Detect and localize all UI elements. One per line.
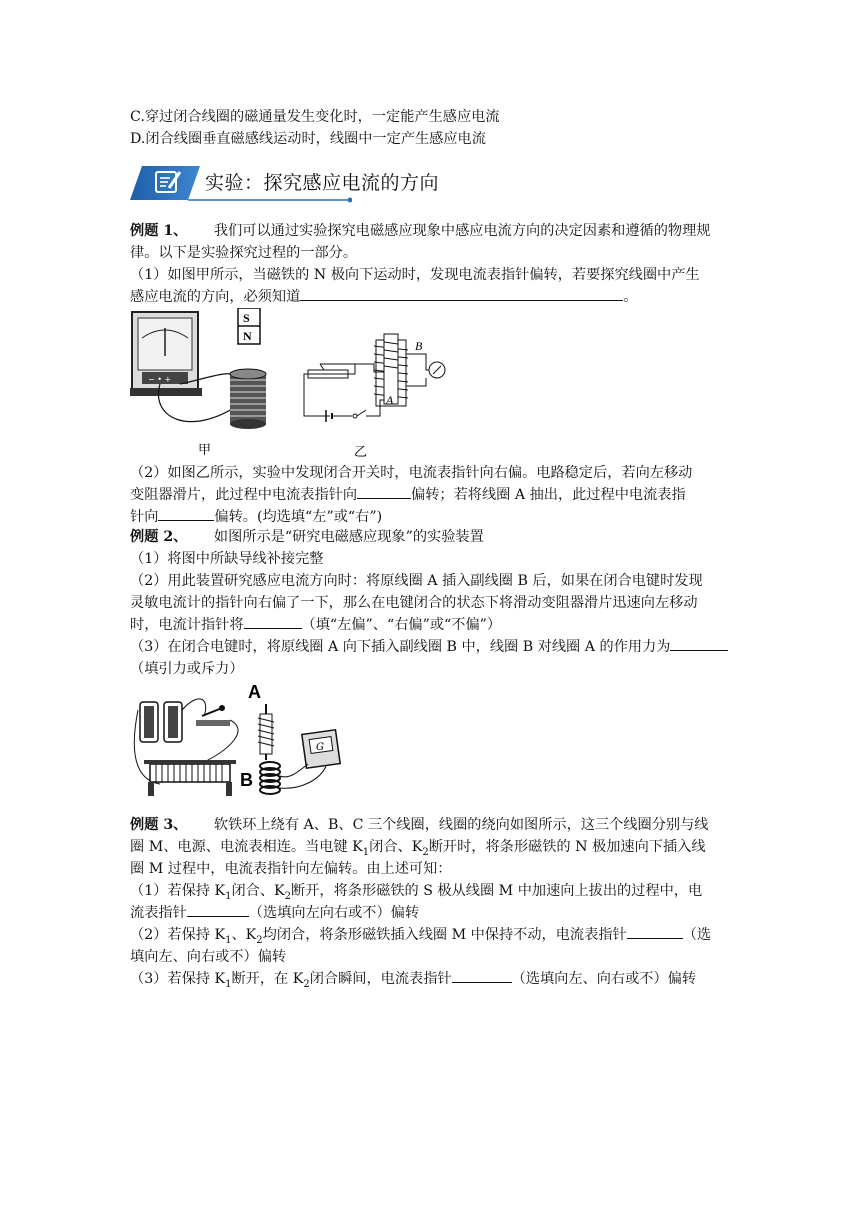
ex3-q3-text-3: 闭合瞬间，电流表指针 — [309, 971, 452, 987]
subscript: 1 — [225, 890, 232, 902]
magnet-s-label: S — [243, 311, 250, 325]
answer-blank[interactable] — [452, 968, 512, 983]
ex1-intro-line1 — [130, 220, 732, 242]
ex2-q2-line3 — [130, 614, 732, 636]
answer-blank[interactable] — [357, 484, 411, 499]
ex1-q2-line3 — [130, 506, 732, 528]
ex1-q1-end: 。 — [623, 289, 638, 305]
ex2-label: 例题 2、 — [130, 529, 188, 545]
section-title: 实验：探究感应电流的方向 — [205, 172, 440, 194]
ex1-label: 例题 1、 — [130, 223, 188, 239]
answer-blank[interactable] — [670, 636, 728, 651]
ex3-text-a: 软铁环上绕有 A、B、C 三个线圈，线圈的绕向如图所示，这三个线圈分别与线 — [213, 817, 709, 833]
ex1-text-a: 我们可以通过实验探究电磁感应现象中感应电流方向的决定因素和遵循的物理规 — [213, 223, 711, 239]
subscript: 1 — [225, 934, 232, 946]
ex1-q2-text-b2: 偏转；若将线圈 A 抽出，此过程中电流表指 — [411, 487, 686, 503]
ex3-q2-text-a4: （选 — [682, 927, 712, 943]
ex2-q2-line1: （2）用此装置研究感应电流方向时：将原线圈 A 插入副线圈 B 后，如果在闭合电键时发现 — [130, 573, 703, 589]
subscript: 1 — [225, 978, 232, 990]
ex3-q1-text-a1: （1）若保持 K — [130, 883, 226, 899]
ex2-q3-text: （3）在闭合电键时，将原线圈 A 向下插入副线圈 B 中，线圈 B 对线圈 A 的作用力为 — [130, 639, 671, 655]
answer-blank[interactable] — [158, 506, 214, 521]
answer-blank[interactable] — [244, 614, 302, 629]
ex2-text: 如图所示是“研究电磁感应现象”的实验装置 — [213, 529, 484, 545]
coil-a-label: A — [248, 682, 261, 702]
subscript: 1 — [362, 846, 370, 858]
ex3-intro-line1 — [130, 814, 732, 836]
ex1-q2-text-b1: 变阻器滑片，此过程中电流表指针向 — [130, 487, 358, 503]
ex3-q2-text-a2: 、K — [231, 927, 257, 943]
figure-yi — [300, 330, 460, 460]
ex1-intro-line2: 律。以下是实验探究过程的一部分。 — [130, 245, 358, 261]
ex3-q3-text-1: （3）若保持 K — [130, 971, 226, 987]
ex1-q2-line2 — [130, 484, 732, 506]
ex2-q3-line1 — [130, 636, 732, 658]
subscript: 2 — [303, 978, 310, 990]
figure-yi-caption: 乙 — [354, 445, 368, 460]
coil-b-label: B — [240, 770, 253, 790]
subscript: 2 — [284, 890, 291, 902]
coil-a-label: A — [386, 393, 394, 407]
ex3-q3 — [130, 968, 732, 996]
ex1-q1-line2 — [130, 286, 732, 308]
ex2-q2-text-c1: 时，电流计指针将 — [130, 617, 244, 633]
ex3-text-b2: 闭合、K — [369, 839, 423, 855]
ex2-q3-line2: （填引力或斥力） — [130, 661, 244, 677]
subscript: 2 — [422, 846, 429, 858]
ex1-q1-text: 感应电流的方向，必须知道 — [130, 289, 301, 305]
ex1-q2-text-c1: 针向 — [130, 509, 159, 525]
figure-jia — [130, 308, 290, 458]
ex3-text-b1: 圈 M、电源、电流表相连。当电键 K — [130, 839, 363, 855]
option-d: D.闭合线圈垂直磁感线运动时，线圈中一定产生感应电流 — [130, 131, 486, 147]
answer-blank[interactable] — [187, 902, 249, 917]
magnet-n-label: N — [243, 329, 252, 343]
answer-blank[interactable] — [300, 286, 623, 301]
pencil-note-icon — [152, 168, 186, 196]
subscript: 2 — [256, 934, 263, 946]
ex3-q1-text-a3: 断开，将条形磁铁的 S 极从线圈 M 中加速向上拔出的过程中，电 — [291, 883, 703, 899]
ex3-q3-text-2: 断开，在 K — [231, 971, 304, 987]
ex3-intro-line3: 圈 M 过程中，电流表指针向左偏转。由上述可知： — [130, 861, 452, 877]
ex3-q3-text-4: （选填向左、向右或不）偏转 — [511, 971, 697, 987]
answer-blank[interactable] — [627, 924, 683, 939]
ex3-q1-text-a2: 闭合、K — [231, 883, 285, 899]
ex2-intro — [130, 526, 732, 548]
ex3-q1-line2 — [130, 902, 732, 924]
coil-b-label: B — [415, 339, 423, 353]
ex2-q2-line2: 灵敏电流计的指针向右偏了一下，那么在电键闭合的状态下将滑动变阻器滑片迅速向左移动 — [130, 595, 698, 611]
svg-text:− • +: − • + — [148, 375, 172, 384]
figure-ex2-apparatus — [130, 680, 344, 804]
ex1-q1-line1: （1）如图甲所示，当磁铁的 N 极向下运动时，发现电流表指针偏转，若要探究线圈中产生 — [130, 267, 700, 283]
ex3-text-b3: 断开时，将条形磁铁的 N 极加速向下插入线 — [428, 839, 706, 855]
ex3-q2-text-a1: （2）若保持 K — [130, 927, 226, 943]
ex3-q1-text-b1: 流表指针 — [130, 905, 187, 921]
galvanometer-g-label: G — [316, 742, 324, 753]
figure-jia-caption: 甲 — [198, 443, 212, 458]
option-c: C.穿过闭合线圈的磁通量发生变化时，一定能产生感应电流 — [130, 109, 500, 125]
ex3-q2-line2: 填向左、向右或不）偏转 — [130, 949, 287, 965]
ex2-q1: （1）将图中所缺导线补接完整 — [130, 551, 324, 567]
ex3-q1-text-b2: （选填向左向右或不）偏转 — [248, 905, 420, 921]
ex2-q2-text-c2: （填“左偏”、“右偏”或“不偏”） — [301, 617, 502, 633]
ex3-q2-text-a3: 均闭合，将条形磁铁插入线圈 M 中保持不动，电流表指针 — [262, 927, 627, 943]
ex1-q2-text-c2: 偏转。(均选填“左”或“右”) — [214, 509, 383, 525]
ex1-q2-line1: （2）如图乙所示，实验中发现闭合开关时，电流表指针向右偏。电路稳定后，若向左移动 — [130, 465, 693, 481]
ex3-label: 例题 3、 — [130, 817, 188, 833]
